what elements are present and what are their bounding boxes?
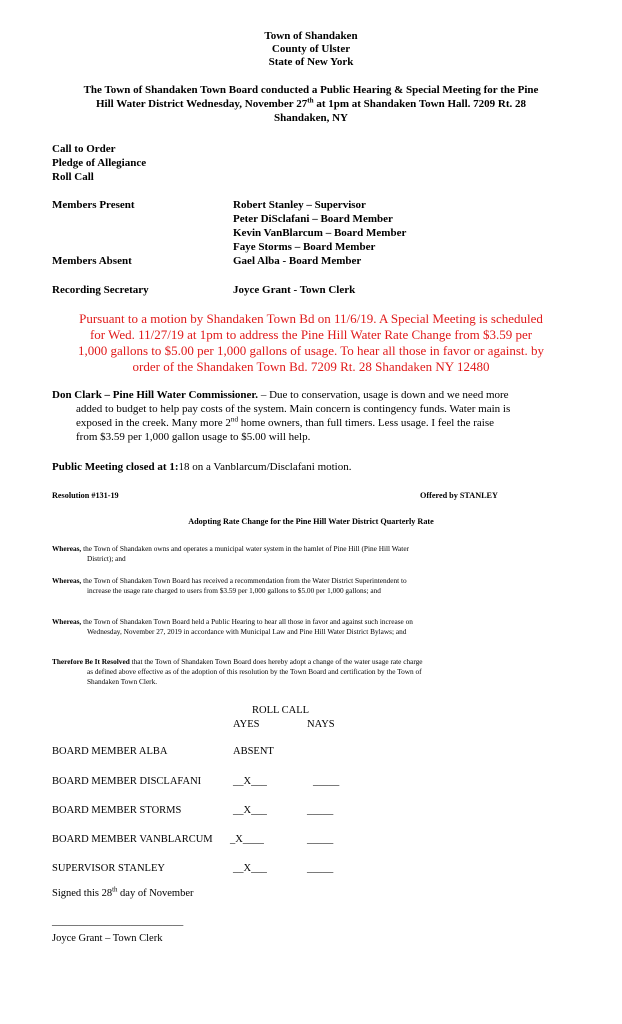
whereas-2-line-2: increase the usage rate charged to users from $3.59 per 1,000 gallons to $5.00 per 1,000 gallons; and [87, 586, 381, 595]
notice-line-1: The Town of Shandaken Town Board conducted a Public Hearing & Special Meeting for the Pine [83, 84, 539, 96]
roll-call-nay: _____ [307, 863, 334, 874]
red-notice-line: 1,000 gallons to $5.00 per 1,000 gallons of usage. To hear all those in favor or against. by [77, 343, 545, 358]
call-to-order: Call to Order [52, 143, 116, 155]
resolution-title: Adopting Rate Change for the Pine Hill Water District Quarterly Rate [188, 517, 434, 526]
nays-header: NAYS [307, 719, 335, 730]
header-county: County of Ulster [271, 43, 351, 55]
member-absent: Gael Alba - Board Member [233, 255, 362, 267]
red-notice-line: order of the Shandaken Town Bd. 7209 Rt. 28 Shandaken NY 12480 [132, 359, 490, 374]
whereas-2-line-1: Whereas, the Town of Shandaken Town Board has received a recommendation from the Water District Superintendent to [52, 576, 407, 585]
resolved-line-2: as defined above effective as of the adoption of this resolution by the Town Board and certification by the Town of [87, 667, 422, 676]
roll-call-member: BOARD MEMBER ALBA [52, 746, 168, 757]
meeting-closed: Public Meeting closed at 1:18 on a Vanblarcum/Disclafani motion. [52, 461, 352, 473]
roll-call-nay: _____ [307, 805, 334, 816]
member-present: Robert Stanley – Supervisor [233, 199, 366, 211]
pledge-of-allegiance: Pledge of Allegiance [52, 157, 147, 169]
commissioner-line-2: added to budget to help pay costs of the system. Main concern is contingency funds. Water main is [76, 403, 511, 415]
roll-call-member: BOARD MEMBER DISCLAFANI [52, 776, 202, 787]
commissioner-line-3: exposed in the creek. Many more 2nd home owners, than full timers. Less usage. I feel the raise [76, 415, 494, 429]
commissioner-line-1: Don Clark – Pine Hill Water Commissioner. – Due to conservation, usage is down and we need more [52, 389, 509, 401]
notice-line-2: Hill Water District Wednesday, November 27th at 1pm at Shandaken Town Hall. 7209 Rt. 28 [95, 96, 526, 110]
notice-line-3: Shandaken, NY [274, 112, 348, 124]
ayes-header: AYES [233, 719, 260, 730]
recording-secretary-label: Recording Secretary [52, 284, 149, 296]
roll-call-aye: __X___ [233, 863, 267, 874]
roll-call-member: SUPERVISOR STANLEY [52, 863, 165, 874]
member-present: Faye Storms – Board Member [233, 241, 376, 253]
resolved-line-3: Shandaken Town Clerk. [87, 677, 158, 686]
roll-call-aye: __X___ [233, 805, 267, 816]
roll-call-aye: _X____ [230, 834, 264, 845]
roll-call-member: BOARD MEMBER VANBLARCUM [52, 834, 213, 845]
roll-call-aye: ABSENT [233, 746, 274, 757]
red-notice-line: for Wed. 11/27/19 at 1pm to address the Pine Hill Water Rate Change from $3.59 per [89, 327, 533, 342]
whereas-3-line-2: Wednesday, November 27, 2019 in accordance with Municipal Law and Pine Hill Water District Bylaws; and [87, 627, 407, 636]
roll-call-nay: _____ [307, 834, 334, 845]
resolution-offered-by: Offered by STANLEY [420, 491, 498, 500]
members-absent-label: Members Absent [52, 255, 132, 267]
members-present-label: Members Present [52, 199, 135, 211]
roll-call-heading: Roll Call [52, 171, 94, 183]
red-notice-line: Pursuant to a motion by Shandaken Town Bd on 11/6/19. A Special Meeting is scheduled [79, 311, 543, 326]
resolution-number: Resolution #131-19 [52, 491, 119, 500]
roll-call-aye: __X___ [233, 776, 267, 787]
signed-date: Signed this 28th day of November [52, 886, 194, 899]
roll-call-member: BOARD MEMBER STORMS [52, 805, 182, 816]
whereas-1-line-2: District); and [87, 554, 126, 563]
roll-call-nay: _____ [313, 776, 340, 787]
recording-secretary: Joyce Grant - Town Clerk [233, 284, 356, 296]
member-present: Peter DiSclafani – Board Member [233, 213, 393, 225]
commissioner-name: Don Clark – Pine Hill Water Commissioner. [52, 389, 259, 401]
resolved-line-1: Therefore Be It Resolved that the Town of Shandaken Town Board does hereby adopt a change of the water usage rate charge [52, 657, 423, 666]
member-present: Kevin VanBlarcum – Board Member [233, 227, 407, 239]
signature-line: _________________________ [52, 916, 184, 927]
whereas-1-line-1: Whereas, the Town of Shandaken owns and operates a municipal water system in the hamlet of Pine Hill (Pine Hill Water [52, 544, 409, 553]
header-town: Town of Shandaken [264, 30, 358, 42]
signer-name: Joyce Grant – Town Clerk [52, 933, 163, 944]
header-state: State of New York [268, 56, 354, 68]
commissioner-line-4: from $3.59 per 1,000 gallon usage to $5.00 will help. [76, 431, 311, 443]
whereas-3-line-1: Whereas, the Town of Shandaken Town Board held a Public Hearing to hear all those in favor and against such increase on [52, 617, 413, 626]
roll-call-title: ROLL CALL [252, 705, 310, 716]
